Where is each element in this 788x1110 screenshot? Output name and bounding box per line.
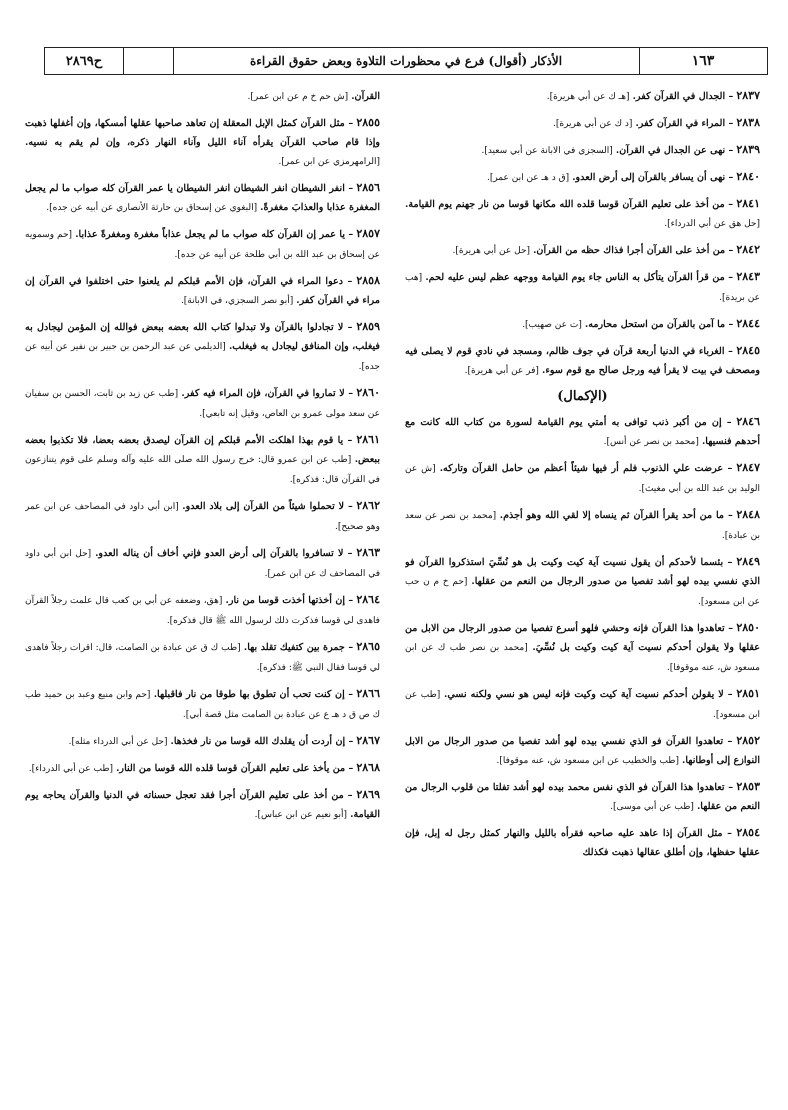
hadith-number: ٢٨٦٥ bbox=[356, 640, 380, 653]
hadith-reference: [حل ابن أبي داود في المصاحف ك عن ابن عمر]. bbox=[25, 549, 380, 579]
hadith-reference: [محمد بن نصر عن سعد بن عبادة]. bbox=[405, 511, 760, 541]
hadith-reference: [حل هق عن أبي الدرداء]. bbox=[664, 219, 760, 229]
hadith-entry bbox=[405, 140, 760, 161]
hadith-number: ٢٨٣٨ bbox=[736, 116, 760, 129]
hadith-text: – ما آمن بالقرآن من استحل محارمه. bbox=[584, 319, 734, 330]
hadith-text: – لا تجادلوا بالقرآن ولا تبدلوا كتاب الله بعضه ببعض فوالله إن المؤمن ليجادل به فيغلب، وإن المنافق ليجادل به فيغلب. bbox=[25, 322, 380, 352]
hadith-text: – إن أخذتها أخذت قوسا من نار. bbox=[225, 595, 354, 606]
hadith-reference: [ابن أبي داود في المصاحف عن ابن عمر وهو صحيح]. bbox=[25, 502, 380, 532]
hadith-number: ٢٨٦٢ bbox=[356, 499, 380, 512]
hadith-text: – من أخذ على تعليم القرآن قوسا قلده الله مكانها قوسا من نار جهنم يوم القيامة. bbox=[405, 199, 734, 210]
hadith-entry bbox=[25, 731, 380, 752]
hadith-range: ح٢٨٦٩ bbox=[65, 53, 103, 69]
hadith-text: – من يأخذ على تعليم القرآن قوسا قلده الله قوسا من النار. bbox=[116, 763, 354, 774]
hadith-reference: [فر عن أبي هريرة]. bbox=[464, 366, 539, 376]
hadith-text: – لا تحملوا شيئاً من القرآن إلى بلاد العدو. bbox=[182, 501, 353, 512]
section-heading: (الإكمال) bbox=[557, 389, 608, 404]
hadith-text: – المراء في القرآن كفر. bbox=[635, 118, 734, 129]
hadith-number: ٢٨٦٤ bbox=[356, 593, 380, 606]
hadith-reference: [البغوي عن إسحاق بن حارثة الأنصاري عن أبيه عن جده]. bbox=[46, 203, 258, 213]
hadith-number: ٢٨٥٥ bbox=[356, 116, 380, 129]
hadith-text: – مثل القرآن كمثل الإبل المعقلة إن تعاهد صاحبها عقلها أمسكها، وإن أغفلها ذهبت وإذا قام صاحب القرآن يقرأه آناء الليل وآناء النهار ذكره، وإن لم يقم به نسيه. bbox=[25, 118, 380, 148]
hadith-entry bbox=[405, 167, 760, 188]
hadith-entry bbox=[25, 383, 380, 424]
hadith-number: ٢٨٤٩ bbox=[736, 555, 760, 568]
hadith-entry bbox=[405, 113, 760, 134]
hadith-entry bbox=[25, 317, 380, 377]
hadith-entry bbox=[405, 731, 760, 771]
hadith-text: – دعوا المراء في القرآن، فإن الأمم قبلكم لم يلعنوا حتى اختلفوا في القرآن إن مراء في القرآن كفر. bbox=[25, 276, 380, 306]
hadith-number: ٢٨٤٨ bbox=[736, 508, 760, 521]
hadith-entry bbox=[405, 777, 760, 817]
hadith-reference: [ش عن الوليد بن عبد الله بن أبي مغيث]. bbox=[405, 464, 760, 494]
hadith-reference: [حل عن أبي هريرة]. bbox=[452, 246, 531, 256]
hadith-reference: [د ك عن أبي هريرة]. bbox=[552, 119, 633, 129]
hadith-entry bbox=[405, 240, 760, 261]
hadith-text: – إن أردت أن يقلدك الله قوسا من نار فخذها. bbox=[170, 736, 354, 747]
hadith-number: ٢٨٦٨ bbox=[356, 761, 380, 774]
hadith-number: ٢٨٣٧ bbox=[736, 89, 760, 102]
hadith-reference: [ش حم خ م عن ابن عمر]. bbox=[247, 92, 349, 102]
hadith-reference: [طب عن زيد بن ثابت، الحسن بن سفيان عن سعد مولى عمرو بن العاص، وقيل إنه تابعي]. bbox=[25, 389, 380, 419]
hadith-number: ٢٨٤٢ bbox=[736, 243, 760, 256]
hadith-number: ٢٨٥٤ bbox=[736, 826, 760, 839]
hadith-reference: [حل عن أبي الدرداء مثله]. bbox=[68, 737, 168, 747]
hadith-entry bbox=[405, 618, 760, 678]
right-column bbox=[405, 86, 760, 1096]
hadith-entry bbox=[25, 86, 380, 107]
running-title: الأذكار (أقوال) فرع في محظورات التلاوة وبعض حقوق القراءة bbox=[249, 54, 563, 68]
hadith-text: – عرضت علي الذنوب فلم أر فيها شيئاً أعظم من حامل القرآن وتاركه. bbox=[439, 463, 733, 474]
hadith-entry bbox=[25, 271, 380, 311]
hadith-text: – تعاهدوا القرآن فو الذي نفسي بيده لهو أشد تفصيا من صدور الرجال من الابل النوازع إلى أوطانها. bbox=[405, 736, 760, 766]
hadith-number: ٢٨٤٠ bbox=[736, 170, 760, 183]
hadith-reference: [هب عن بريدة]. bbox=[405, 273, 760, 303]
hadith-entry bbox=[405, 341, 760, 381]
hadith-number: ٢٨٦٧ bbox=[356, 734, 380, 747]
hadith-number: ٢٨٦٣ bbox=[356, 546, 380, 559]
hadith-entry bbox=[25, 637, 380, 678]
hadith-text: – نهى عن الجدال في القرآن. bbox=[615, 145, 734, 156]
hadith-entry bbox=[405, 314, 760, 335]
hadith-text: – لا تسافروا بالقرآن إلى أرض العدو فإني أخاف أن يناله العدو. bbox=[95, 548, 353, 559]
hadith-number: ٢٨٣٩ bbox=[736, 143, 760, 156]
hadith-number: ٢٨٦٦ bbox=[356, 687, 380, 700]
hadith-entry bbox=[25, 496, 380, 537]
hadith-text: – تعاهدوا هذا القرآن فو الذي نفس محمد بيده لهو أشد تفلتا من قلوب الرجال من النعم من عقلها. bbox=[405, 782, 760, 812]
hadith-text: – من قرأ القرآن يتأكل به الناس جاء يوم القيامة ووجهه عظم ليس عليه لحم. bbox=[425, 272, 734, 283]
hadith-number: ٢٨٥٣ bbox=[736, 780, 760, 793]
left-column bbox=[25, 86, 380, 1096]
hadith-reference: [أبو نعيم عن ابن عباس]. bbox=[254, 810, 348, 820]
hadith-entry bbox=[25, 684, 380, 725]
hadith-reference: [حم وابن منيع وعبد بن حميد طب ك ص ق د هـ ع عن عبادة بن الصامت مثل قصة أبي]. bbox=[25, 690, 380, 720]
hadith-entry bbox=[405, 823, 760, 863]
hadith-entry bbox=[25, 758, 380, 779]
hadith-text: – تعاهدوا هذا القرآن فإنه وحشي فلهو أسرع تفصيا من صدور الرجال من الابل من عقلها ولا يقولن أحدكم نسيت آية كيت وكيت بل نُسِّيَ. bbox=[405, 623, 760, 653]
hadith-number: ٢٨٦٩ bbox=[356, 788, 380, 801]
hadith-entry bbox=[25, 785, 380, 825]
hadith-number: ٢٨٥٦ bbox=[356, 181, 380, 194]
hadith-entry bbox=[405, 86, 760, 107]
hadith-number: ٢٨٤٦ bbox=[736, 415, 760, 428]
hadith-number: ٢٨٦١ bbox=[356, 433, 380, 446]
hadith-number: ٢٨٤٣ bbox=[736, 270, 760, 283]
hadith-text: – إن من أكبر ذنب توافى به أمتي يوم القيامة لسورة من كتاب الله كانت مع أحدهم فنسيها. bbox=[405, 417, 760, 447]
hadith-entry bbox=[405, 552, 760, 612]
hadith-reference: [هق، وضعفه عن أبي بن كعب قال علمت رجلاً القرآن فاهدى لي قوسا فذكرت ذلك لرسول الله ﷺ قال فذكره]. bbox=[25, 596, 380, 626]
hadith-entry bbox=[405, 194, 760, 234]
hadith-number: ٢٨٥٢ bbox=[736, 734, 760, 747]
hadith-entry bbox=[405, 684, 760, 725]
hadith-reference: [طب والخطيب عن ابن مسعود ش، عنه موقوفا]. bbox=[496, 756, 679, 766]
hadith-number: ٢٨٥١ bbox=[736, 687, 760, 700]
hadith-entry bbox=[25, 113, 380, 172]
hadith-text: القرآن. bbox=[351, 91, 380, 102]
hadith-reference: [حم وسمويه عن إسحاق بن عبد الله بن أبي طلحة عن أبيه عن جده]. bbox=[25, 230, 380, 260]
hadith-entry bbox=[25, 224, 380, 265]
hadith-text: – لا يقولن أحدكم نسيت آية كيت وكيت فإنه ليس هو نسي ولكنه نسي. bbox=[444, 689, 733, 700]
hadith-entry bbox=[25, 543, 380, 584]
hadith-reference: [الديلمي عن عبد الرحمن بن جبير بن نفير عن أبيه عن جده]. bbox=[25, 342, 380, 372]
hadith-number: ٢٨٥٠ bbox=[736, 621, 760, 634]
page-number: ١٦٣ bbox=[691, 53, 715, 69]
hadith-reference: [طب عن أبي الدرداء]. bbox=[28, 764, 114, 774]
hadith-number: ٢٨٤٧ bbox=[736, 461, 760, 474]
hadith-number: ٢٨٤٥ bbox=[736, 344, 760, 357]
hadith-entry bbox=[405, 458, 760, 499]
hadith-number: ٢٨٦٠ bbox=[356, 386, 380, 399]
hadith-number: ٢٨٤٤ bbox=[736, 317, 760, 330]
hadith-number: ٢٨٥٨ bbox=[356, 274, 380, 287]
hadith-text: – من أخذ على القرآن أجرا فذاك حظه من القرآن. bbox=[533, 245, 734, 256]
hadith-text: – لا تماروا في القرآن، فإن المراء فيه كفر. bbox=[181, 388, 354, 399]
hadith-reference: [طب ك ق عن عبادة بن الصامت، قال: اقرات رجلاً فاهدى لي قوسا فقال النبي ﷺ: فذكره]. bbox=[25, 643, 380, 673]
hadith-reference: [طب عن ابن مسعود]. bbox=[405, 690, 760, 720]
hadith-text: – انفر الشيطان انفر الشيطان انفر الشيطان يا عمر القرآن كله صواب ما لم يجعل المغفرة عذابا والعذابَ مغفرةً. bbox=[25, 183, 380, 213]
hadith-reference: [ق د هـ عن ابن عمر]. bbox=[486, 173, 570, 183]
hadith-reference: [السجزي في الابانة عن أبي سعيد]. bbox=[481, 146, 613, 156]
header-divider bbox=[123, 48, 124, 74]
header-divider bbox=[173, 48, 174, 74]
hadith-reference: [حم خ م ن حب عن ابن مسعود]. bbox=[405, 577, 760, 607]
hadith-text: – الجدال في القرآن كفر. bbox=[632, 91, 734, 102]
hadith-reference: [محمد بن نصر عن أنس]. bbox=[603, 437, 699, 447]
hadith-text: – جمرة بين كتفيك تقلد بها. bbox=[243, 642, 354, 653]
hadith-text: – يا عمر إن القرآن كله صواب ما لم يجعل عذاباً مغفرة ومغفرةً عذابا. bbox=[75, 229, 354, 240]
hadith-reference: [أبو نصر السجزي، في الابانة]. bbox=[180, 296, 294, 306]
header-divider bbox=[639, 48, 640, 74]
hadith-reference: [الرامهرمزي عن ابن عمر]. bbox=[278, 157, 380, 167]
hadith-text: – ما من أحد يقرأ القرآن ثم ينساه إلا لقي الله وهو أجذم. bbox=[499, 510, 733, 521]
hadith-text: – مثل القرآن إذا عاهد عليه صاحبه فقرأه بالليل والنهار كمثل رجل له إبل، فإن عقلها حفظها، وإن أطلق عقالها ذهبت فكذلك bbox=[405, 828, 760, 858]
hadith-number: ٢٨٤١ bbox=[736, 197, 760, 210]
hadith-entry bbox=[25, 430, 380, 490]
hadith-entry bbox=[25, 590, 380, 631]
hadith-text: – الغرباء في الدنيا أربعة قرآن في جوف ظالم، ومسجد في نادي قوم لا يصلى فيه ومصحف في بيت لا يقرأ فيه ورجل صالح مع قوم سوء. bbox=[405, 346, 760, 376]
hadith-entry bbox=[405, 267, 760, 308]
hadith-number: ٢٨٥٩ bbox=[356, 320, 380, 333]
hadith-entry bbox=[405, 505, 760, 546]
hadith-reference: [طب عن ابن عمرو قال: خرج رسول الله صلى الله عليه وآله وسلم على قوم يتنازعون في القرآن قال: فذكره]. bbox=[25, 455, 380, 485]
hadith-text: – نهى أن يسافر بالقرآن إلى أرض العدو. bbox=[572, 172, 734, 183]
hadith-text: – إن كنت تحب أن تطوق بها طوقا من نار فاقبلها. bbox=[153, 689, 354, 700]
hadith-text: – بئسما لأحدكم أن يقول نسيت آية كيت وكيت بل هو نُسِّيَ استذكروا القرآن فو الذي نفسي بيده لهو أشد تفصيا من صدور الرجال من النعم من عقلها. bbox=[405, 557, 760, 587]
hadith-reference: [طب عن أبي موسى]. bbox=[610, 802, 694, 812]
hadith-entry bbox=[25, 178, 380, 218]
hadith-entry bbox=[405, 412, 760, 452]
page-header bbox=[44, 47, 768, 75]
hadith-number: ٢٨٥٧ bbox=[356, 227, 380, 240]
hadith-reference: [هـ ك عن أبي هريرة]. bbox=[546, 92, 630, 102]
hadith-text: – من أخذ على تعليم القرآن أجرا فقد تعجل حسناته في الدنيا والقرآن يحاجه يوم القيامة. bbox=[25, 790, 380, 820]
hadith-reference: [محمد بن نصر طب ك عن ابن مسعود ش، عنه موقوفا]. bbox=[405, 643, 760, 673]
hadith-reference: [ت عن صهيب]. bbox=[522, 320, 582, 330]
hadith-text: – يا قوم بهذا اهلكت الأمم قبلكم إن القرآن ليصدق بعضه بعضا، فلا تكذبوا بعضه ببعض. bbox=[25, 435, 380, 465]
